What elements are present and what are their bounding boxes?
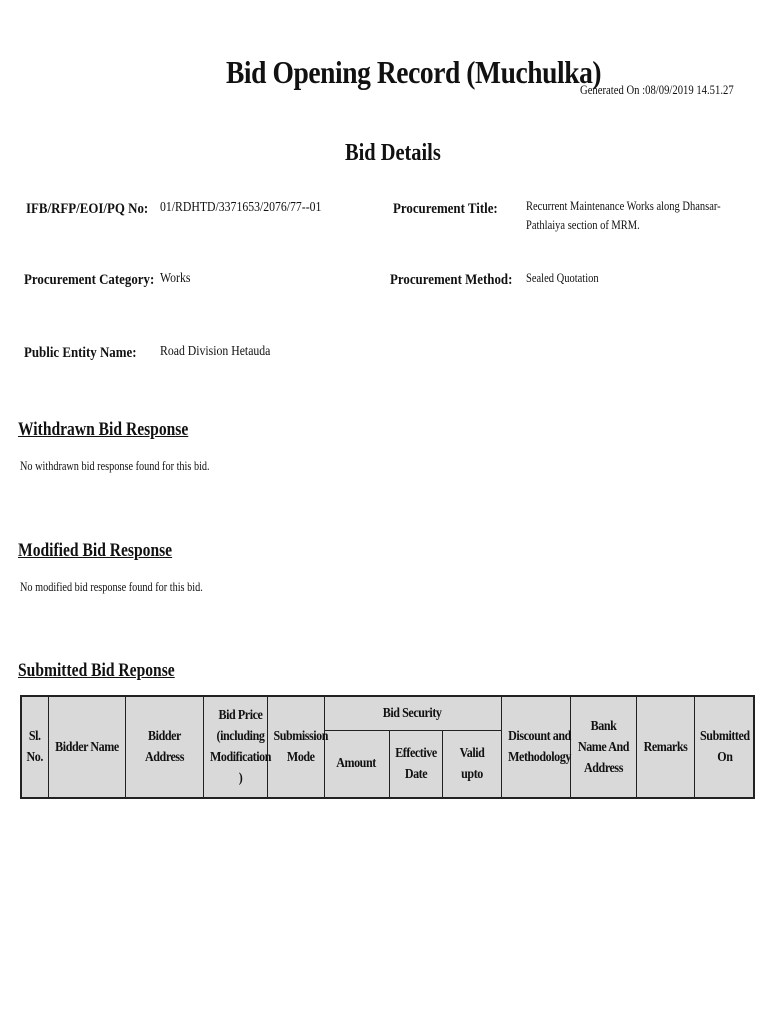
col-valid-upto: Valid upto bbox=[442, 730, 501, 798]
procurement-category-value: Works bbox=[160, 271, 191, 286]
procurement-title-label: Procurement Title: bbox=[393, 201, 498, 217]
ifb-value: 01/RDHTD/3371653/2076/77--01 bbox=[160, 200, 322, 215]
modified-note: No modified bid response found for this bid. bbox=[20, 580, 203, 594]
ifb-label: IFB/RFP/EOI/PQ No: bbox=[26, 201, 149, 217]
col-bidder-address: Bidder Address bbox=[125, 696, 203, 798]
col-bid-price: Bid Price (including Modification ) bbox=[203, 696, 267, 798]
col-sl-no: Sl. No. bbox=[21, 696, 48, 798]
col-amount: Amount bbox=[324, 730, 389, 798]
col-submission-mode: Submission Mode bbox=[267, 696, 324, 798]
col-discount: Discount and Methodology bbox=[501, 696, 570, 798]
withdrawn-note: No withdrawn bid response found for this bid. bbox=[20, 459, 210, 473]
procurement-category-label: Procurement Category: bbox=[24, 272, 155, 288]
procurement-method-label: Procurement Method: bbox=[390, 272, 513, 288]
col-submitted-on: Submitted On bbox=[694, 696, 754, 798]
public-entity-label: Public Entity Name: bbox=[24, 345, 137, 361]
document-title: Bid Opening Record (Muchulka) bbox=[226, 54, 602, 90]
procurement-title-value: Recurrent Maintenance Works along Dhansar- Pathlaiya section of MRM. bbox=[526, 199, 721, 232]
col-bank: Bank Name And Address bbox=[570, 696, 636, 798]
table-header-row bbox=[21, 696, 754, 730]
col-bidder-name: Bidder Name bbox=[48, 696, 125, 798]
col-remarks: Remarks bbox=[636, 696, 694, 798]
withdrawn-heading: Withdrawn Bid Response bbox=[18, 419, 189, 440]
bid-details-heading: Bid Details bbox=[345, 140, 441, 166]
procurement-method-value: Sealed Quotation bbox=[526, 271, 599, 285]
public-entity-value: Road Division Hetauda bbox=[160, 344, 271, 359]
submitted-heading: Submitted Bid Reponse bbox=[18, 660, 175, 681]
col-effective-date: Effective Date bbox=[389, 730, 442, 798]
modified-heading: Modified Bid Response bbox=[18, 540, 173, 561]
submitted-bids-table bbox=[20, 695, 755, 799]
col-bid-security: Bid Security bbox=[324, 696, 501, 730]
generated-on: Generated On :08/09/2019 14.51.27 bbox=[580, 82, 734, 97]
